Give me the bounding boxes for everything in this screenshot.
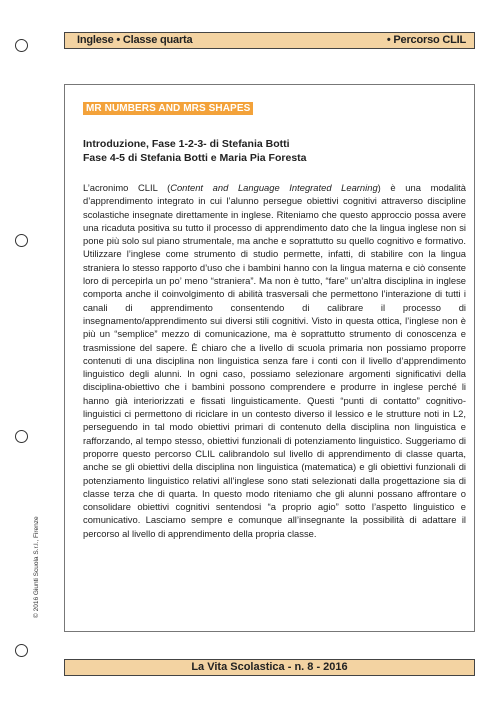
binder-hole — [15, 234, 28, 247]
header-subject: Inglese • Classe quarta — [77, 34, 193, 46]
body-rest: ) è una modalità d’apprendimento integrato in cui l’alunno persegue obiettivi cognitivi attraverso discipline scolastiche insegnate direttamente in inglese. Riteniamo che questo approccio possa avere una ricaduta positiva su tutto il processo di apprendimento dato che la lingua inglese non si pone più solo sul piano strumentale, ma anche e soprattutto su quello cognitivo e formativo. Utilizzare l’inglese come strumento di studio permette, infatti, di stabilire con la lingua straniera lo stesso rapporto d’uso che i bambini hanno con la lingua materna e ciò consente loro di percepirla un po’ meno “straniera”. Ma non è tutto, “fare” un’altra disciplina in inglese comporta anche il coinvolgimento di abilità trasversali che permettono l’interazione di tutti i canali di apprendimento consentendo di calibrare il processo di insegnamento/apprendimento sui diversi stili cognitivi. Visto in questa ottica, l’inglese non è più un “semplice” mezzo di comunicazione, ma è soprattutto strumento di conoscenza e trasmissione del sapere. È chiaro che a livello di scuola primaria non possiamo proporre contenuti di una disciplina non linguistica senza fare i conti con il livello d’apprendimento linguistico degli alunni. In ogni caso, possiamo selezionare argomenti significativi della disciplina-obiettivo che i bambini possono comprendere e produrre in inglese perché li hanno già interiorizzati e fissati linguisticamente. Questi “punti di contatto” cognitivo-linguistici ci permettono di riciclare in un contesto diverso il lessico e le strutture noti in L2, perseguendo in tal modo obiettivi primari di contenuto della disciplina non linguistica e rafforzando, al tempo stesso, obiettivi funzionali di potenziamento linguistico. Suggeriamo di proporre questo percorso CLIL calibrandolo sul livello di apprendimento di classe quarta, anche se gli obiettivi della disciplina non linguistica (matematica) e gli obiettivi funzionali di potenziamento linguistico relativi all’inglese sono stati selezionati dalla progettazione sia di classe terza che di quarta. In questo modo riteniamo che gli alunni possano affrontare o consolidare obiettivi cognitivi sentendosi “a proprio agio” sotto l’aspetto linguistico e comunicativo. Lasciamo sempre e comunque all’insegnante la possibilità di adattare il percorso al livello di apprendimento della propria classe. — [83, 182, 467, 539]
body-intro: L’acronimo CLIL ( — [83, 182, 171, 193]
authors-line-2: Fase 4-5 di Stefania Botti e Maria Pia Foresta — [83, 152, 307, 164]
binder-hole — [15, 430, 28, 443]
copyright-credit: © 2016 Giunti Scuola S.r.l., Firenze — [33, 516, 40, 618]
header-section: • Percorso CLIL — [386, 34, 466, 46]
article-body — [83, 181, 466, 540]
binder-hole — [15, 39, 28, 52]
binder-hole — [15, 644, 28, 657]
article-card — [64, 84, 475, 632]
page-footer: La Vita Scolastica - n. 8 - 2016 — [64, 659, 475, 676]
authors-line-1: Introduzione, Fase 1-2-3- di Stefania Botti — [83, 138, 290, 150]
authors-block — [83, 137, 463, 165]
page-header — [64, 32, 475, 49]
clil-expansion: Content and Language Integrated Learning — [170, 182, 378, 193]
section-title: MR NUMBERS AND MRS SHAPES — [83, 102, 253, 115]
